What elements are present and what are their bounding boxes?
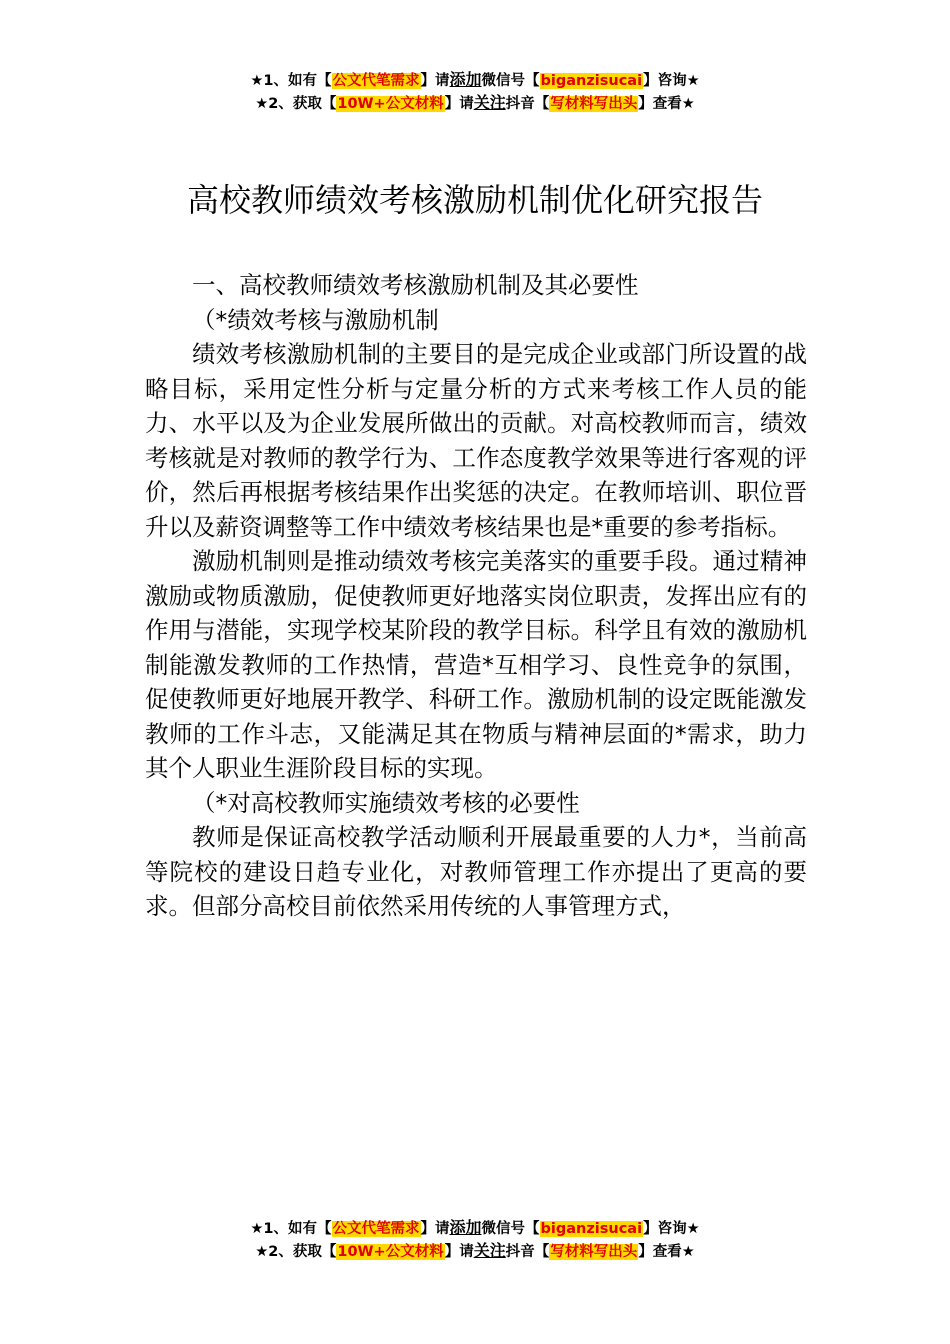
banner-line-2: ★2、获取【10W+公文材料】请关注抖音【写材料写出头】查看★ xyxy=(255,93,695,112)
highlight-wechat-id: biganzisucai xyxy=(540,73,643,89)
banner-line-1: ★1、如有【公文代笔需求】请添加微信号【biganzisucai】咨询★ xyxy=(250,1218,700,1237)
header-banner xyxy=(0,69,950,115)
section-heading: 一、高校教师绩效考核激励机制及其必要性 xyxy=(192,271,639,299)
banner-line-2: ★2、获取【10W+公文材料】请关注抖音【写材料写出头】查看★ xyxy=(255,1241,695,1260)
subsection-heading: （*绩效考核与激励机制 xyxy=(192,305,439,334)
subsection-heading: （*对高校教师实施绩效考核的必要性 xyxy=(192,788,580,817)
document-body xyxy=(145,268,807,924)
highlight-douyin: 写材料写出头 xyxy=(550,96,638,112)
paragraph: 绩效考核激励机制的主要目的是完成企业或部门所设置的战略目标，采用定性分析与定量分析的方式来考核工作人员的能力、水平以及为企业发展所做出的贡献。对高校教师而言，绩效考核就是对教师的教学行为、工作态度教学效果等进行客观的评价，然后再根据考核结果作出奖惩的决定。在教师培训、职位晋升以及薪资调整等工作中绩效考核结果也是*重要的参考指标。 xyxy=(145,340,807,541)
highlight-douyin: 写材料写出头 xyxy=(550,1244,638,1260)
banner-line-1: ★1、如有【公文代笔需求】请添加微信号【biganzisucai】咨询★ xyxy=(250,70,700,89)
highlight-service: 公文代笔需求 xyxy=(332,73,420,89)
document-title: 高校教师绩效考核激励机制优化研究报告 xyxy=(186,181,763,219)
highlight-materials: 10W+公文材料 xyxy=(337,1244,444,1260)
paragraph: 教师是保证高校教学活动顺利开展最重要的人力*，当前高等院校的建设日趋专业化，对教师管理工作亦提出了更高的要求。但部分高校目前依然采用传统的人事管理方式， xyxy=(145,823,807,920)
footer-banner xyxy=(0,1217,950,1263)
paragraph: 激励机制则是推动绩效考核完美落实的重要手段。通过精神激励或物质激励，促使教师更好地落实岗位职责，发挥出应有的作用与潜能，实现学校某阶段的教学目标。科学且有效的激励机制能激发教师的工作热情，营造*互相学习、良性竞争的氛围，促使教师更好地展开教学、科研工作。激励机制的设定既能激发教师的工作斗志，又能满足其在物质与精神层面的*需求，助力其个人职业生涯阶段目标的实现。 xyxy=(145,547,807,782)
highlight-wechat-id: biganzisucai xyxy=(540,1221,643,1237)
highlight-service: 公文代笔需求 xyxy=(332,1221,420,1237)
highlight-materials: 10W+公文材料 xyxy=(337,96,444,112)
